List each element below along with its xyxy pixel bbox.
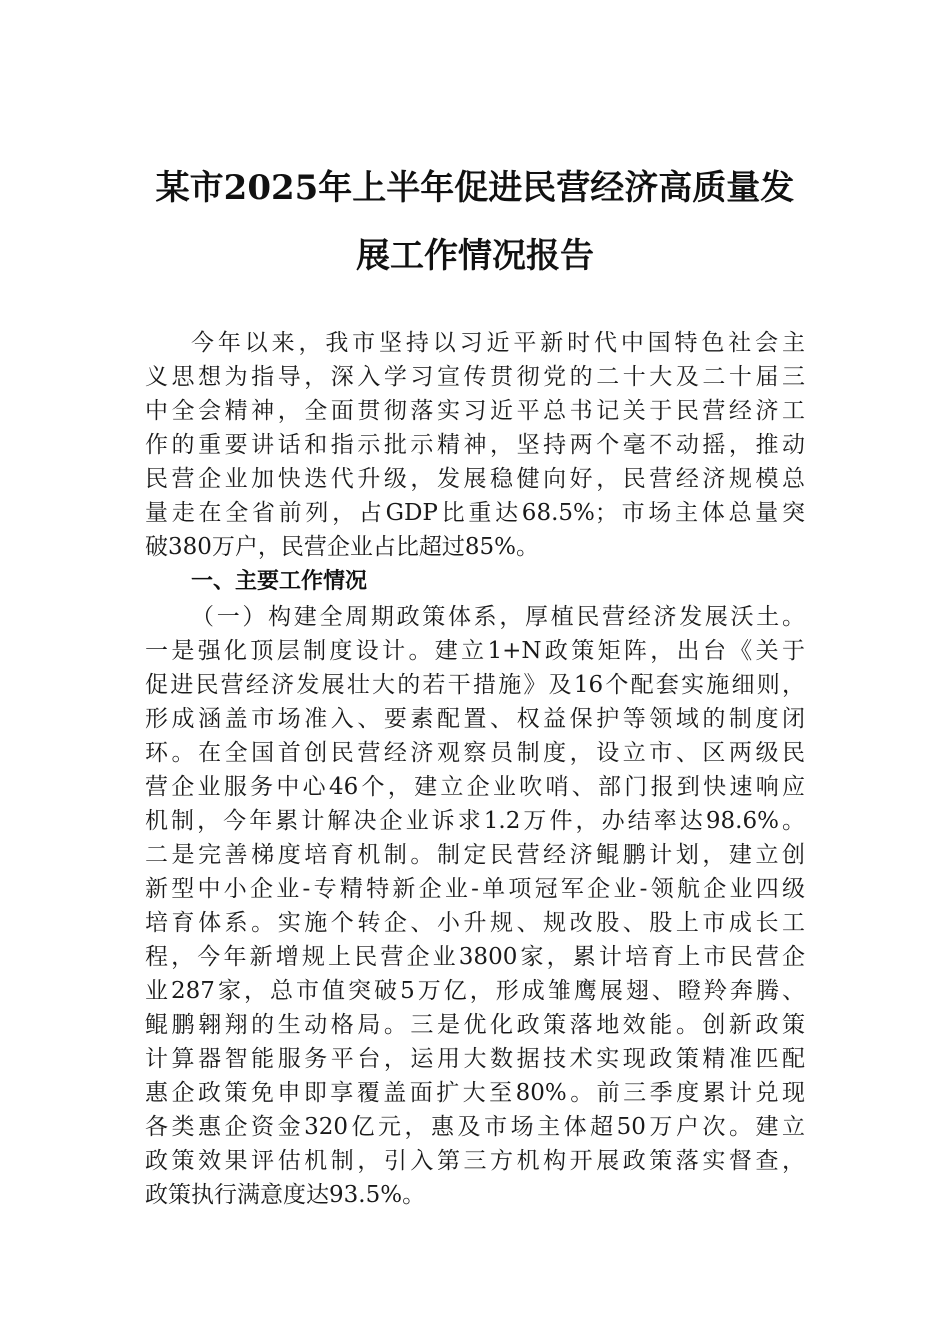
paragraph-line: 培育体系。实施个转企、小升规、规改股、股上市成长工 — [145, 910, 805, 936]
paragraph-line: （一）构建全周期政策体系，厚植民营经济发展沃土。 — [191, 604, 805, 630]
paragraph-line: 机制，今年累计解决企业诉求1.2万件，办结率达98.6%。 — [145, 808, 805, 834]
paragraph-line: 惠企政策免申即享覆盖面扩大至80%。前三季度累计兑现 — [145, 1080, 805, 1106]
section-heading: 一、主要工作情况 — [191, 569, 368, 594]
paragraph-line: 业287家，总市值突破5万亿，形成雏鹰展翅、瞪羚奔腾、 — [145, 978, 805, 1004]
paragraph-line: 中全会精神，全面贯彻落实习近平总书记关于民营经济工 — [145, 398, 805, 424]
paragraph-line: 量走在全省前列，占GDP比重达68.5%；市场主体总量突 — [145, 500, 805, 526]
paragraph-line: 义思想为指导，深入学习宣传贯彻党的二十大及二十届三 — [145, 364, 805, 390]
document-title-line-2: 展工作情况报告 — [356, 236, 594, 276]
paragraph-line: 促进民营经济发展壮大的若干措施》及16个配套实施细则， — [145, 672, 805, 698]
paragraph-line: 程，今年新增规上民营企业3800家，累计培育上市民营企 — [145, 944, 805, 970]
paragraph-line: 新型中小企业-专精特新企业-单项冠军企业-领航企业四级 — [145, 876, 805, 902]
paragraph-line: 形成涵盖市场准入、要素配置、权益保护等领域的制度闭 — [145, 706, 805, 732]
paragraph-line: 营企业服务中心46个，建立企业吹哨、部门报到快速响应 — [145, 774, 805, 800]
paragraph-line: 计算器智能服务平台，运用大数据技术实现政策精准匹配 — [145, 1046, 805, 1072]
paragraph-line: 环。在全国首创民营经济观察员制度，设立市、区两级民 — [145, 740, 805, 766]
paragraph-line: 作的重要讲话和指示批示精神，坚持两个毫不动摇，推动 — [145, 432, 805, 458]
paragraph-line: 一是强化顶层制度设计。建立1+N政策矩阵，出台《关于 — [145, 638, 805, 664]
paragraph-line: 各类惠企资金320亿元，惠及市场主体超50万户次。建立 — [145, 1114, 805, 1140]
paragraph-line: 政策执行满意度达93.5%。 — [145, 1182, 426, 1208]
paragraph-line: 民营企业加快迭代升级，发展稳健向好，民营经济规模总 — [145, 466, 805, 492]
document-title-line-1: 某市2025年上半年促进民营经济高质量发 — [155, 168, 795, 208]
paragraph-line: 破380万户，民营企业占比超过85%。 — [145, 534, 540, 560]
paragraph-line: 鲲鹏翱翔的生动格局。三是优化政策落地效能。创新政策 — [145, 1012, 805, 1038]
paragraph-line: 今年以来，我市坚持以习近平新时代中国特色社会主 — [191, 330, 805, 356]
paragraph-line: 二是完善梯度培育机制。制定民营经济鲲鹏计划，建立创 — [145, 842, 805, 868]
paragraph-line: 政策效果评估机制，引入第三方机构开展政策落实督查， — [145, 1148, 805, 1174]
